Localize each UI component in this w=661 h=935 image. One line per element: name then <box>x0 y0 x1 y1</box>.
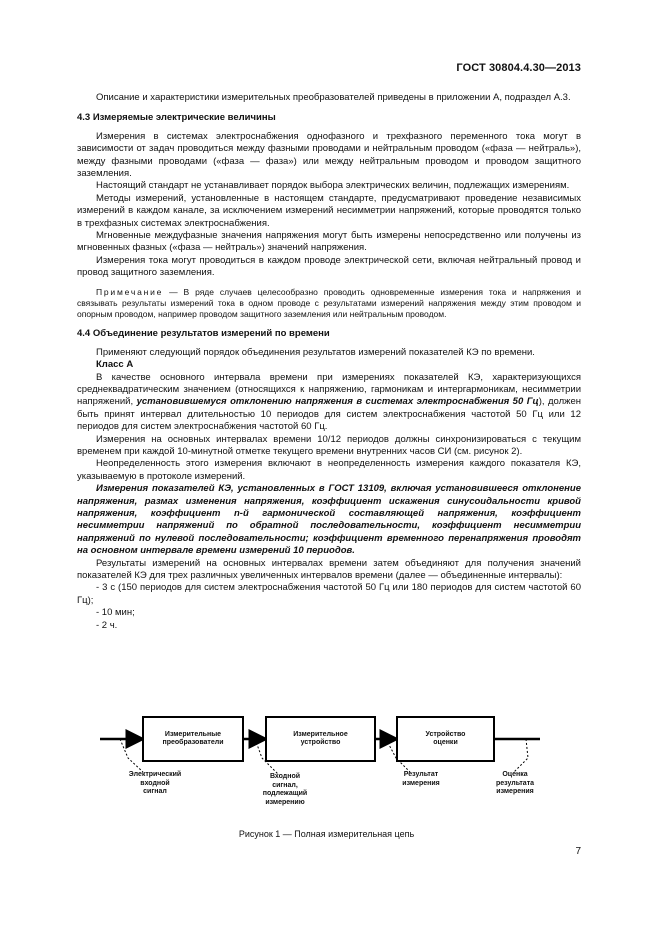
paragraph: Применяют следующий порядок объединения результатов измерений показателей КЭ по времени. <box>96 346 535 358</box>
paragraph: Мгновенные междуфазные значения напряжения могут быть измерены непосредственно или получены из мгновенных фазных («фаза — нейтраль») значений напряжения. <box>77 230 581 254</box>
paragraph: Методы измерений, установленные в настоящем стандарте, предусматривают проведение независимых измерений в каждом канале, за исключением измерений несимметрии напряжений, которые проводятся только в трехфазных системах электроснабжения. <box>77 192 581 229</box>
list-item: - 2 ч. <box>96 619 118 631</box>
paragraph: Измерения на основных интервалах времени 10/12 периодов должны синхронизироваться с текущим временем при каждой 10-минутной отметке текущего времени внутренних часов СИ (см. рисунок 2). <box>77 433 581 457</box>
measured-input-signal-label: Входной сигнал, подлежащий измерению <box>262 773 308 806</box>
result-evaluation-label: Оценка результата измерения <box>495 771 535 796</box>
note-label: Примечание <box>96 286 164 297</box>
electrical-input-signal-label: Электрический входной сигнал <box>128 771 182 796</box>
transducers-box <box>142 716 244 762</box>
intro-paragraph: Описание и характеристики измерительных преобразователей приведены в приложении А, подраздел А.3. <box>96 92 571 103</box>
paragraph: Настоящий стандарт не устанавливает порядок выбора электрических величин, подлежащих измерениям. <box>96 180 570 192</box>
class-a-heading: Класс А <box>96 359 134 371</box>
measuring-device-label: Измерительное устройство <box>293 730 348 746</box>
list-item: - 3 с (150 периодов для систем электроснабжения частотой 50 Гц или 180 периодов для систем частотой 60 Гц); <box>77 582 581 606</box>
section-heading-4-4: 4.4 Объединение результатов измерений по времени <box>77 328 330 340</box>
measuring-device-box <box>265 716 376 762</box>
transducers-label: Измерительные преобразователи <box>162 730 224 746</box>
note-text: — В ряде случаев целесообразно проводить одновременные измерения тока и напряжения и связывать результаты измерений тока в одном проводе с результатами измерений напряжения между этим проводом и опорным проводом, например проводом защитного заземления или нейтральным проводом. <box>77 286 581 320</box>
paragraph: Неопределенность этого измерения включают в неопределенность измерения каждого показателя КЭ, указываемую в протоколе измерений. <box>77 458 581 482</box>
pointer-4 <box>514 739 528 772</box>
measurement-result-label: Результат измерения <box>402 771 440 787</box>
figure-caption: Рисунок 1 — Полная измерительная цепь <box>238 829 415 839</box>
document-header: ГОСТ 30804.4.30—2013 <box>456 62 581 74</box>
paragraph-part: ), должен быть принят интервал длительностью 10 периодов для систем электроснабжения частотой 50 Гц или 12 периодов для систем электроснабжения частотой 60 Гц. <box>77 396 581 433</box>
page-number: 7 <box>575 846 581 857</box>
emphasis-text: установившемуся отклонению напряжения в системах электроснабжения 50 Гц <box>136 396 539 408</box>
emphasis-paragraph: Измерения показателей КЭ, установленных в ГОСТ 13109, включая установившееся отклонение напряжения, размах изменения напряжения, коэффициент искажения синусоидальности кривой напряжения, коэффициент n-й гармонической составляющей напряжения, коэффициент несимметрии напряжений по обратной последовательности, коэффициент несимметрии напряжений по нулевой последовательности; коэффициент временного перенапряжения проводят на основном интервале времени измерений 10 периодов. <box>77 483 581 557</box>
evaluation-device-box <box>396 716 495 762</box>
paragraph: Измерения тока могут проводиться в каждом проводе электрической сети, включая нейтральный провод и провод защитного заземления. <box>77 254 581 279</box>
evaluation-device-label: Устройство оценки <box>425 730 466 746</box>
paragraph-part: В качестве основного интервала времени при измерениях показателей КЭ, характеризующихся среднеквадратическим значением (относящихся к напряжению, гармоникам и интергармоникам, несимметрии напряжений, <box>77 371 581 408</box>
paragraph: Измерения в системах электроснабжения однофазного и трехфазного переменного тока могут в зависимости от задач проводиться между фазными проводами и нейтральным проводом («фаза — нейтраль»), между фазными проводами («фаза — фаза») или между нейтральным проводом и проводом защитного заземления. <box>77 130 581 180</box>
paragraph: Результаты измерений на основных интервалах времени затем объединяют для получения значений показателей КЭ для трех различных увеличенных интервалов времени (далее — объединенные интервалы): <box>77 557 581 582</box>
list-item: - 10 мин; <box>96 607 135 619</box>
section-heading-4-3: 4.3 Измеряемые электрические величины <box>77 112 276 124</box>
pointer-1 <box>120 739 143 772</box>
